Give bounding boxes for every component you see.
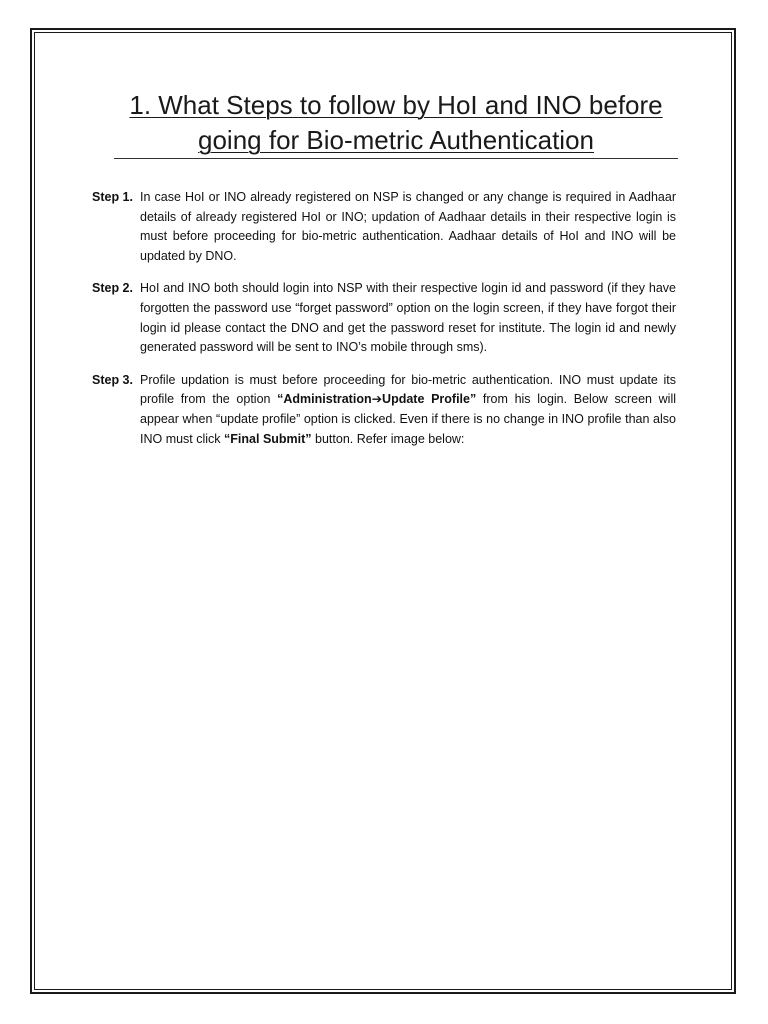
step-3-option-path: “Administration➔Update Profile” <box>277 392 477 407</box>
page-inner-border <box>34 32 732 990</box>
title-line-2: going for Bio-metric Authentication <box>198 125 594 155</box>
title-number: 1. <box>129 90 152 120</box>
step-2-label: Step 2. <box>92 281 133 296</box>
step-3-final-submit: “Final Submit” <box>224 431 312 446</box>
title-text-1: What Steps to follow by HoI and INO before <box>151 90 663 120</box>
step-1-label: Step 1. <box>92 190 133 204</box>
steps-list <box>92 188 676 462</box>
step-3-text-b: from his login. Below screen will appear when “update profile” option is clicked. Even if there is no change in INO profile than also INO must click <box>140 392 677 446</box>
step-2-text: HoI and INO both should login into NSP with their respective login id and password (if they have forgotten the password use “forget password” option on the login screen, if they have forgot their login id please contact the DNO and get the password reset for institute. The login id and newly generated password will be sent to INO’s mobile through sms). <box>140 281 676 355</box>
step-3 <box>92 371 676 449</box>
step-3-text-c: button. Refer image below: <box>311 431 465 446</box>
title-line-1 <box>114 88 678 123</box>
section-title <box>114 88 678 158</box>
step-1-text: In case HoI or INO already registered on NSP is changed or any change is required in Aadhaar details of already registered HoI or INO; updation of Aadhaar details in their respective login is must before proceeding for bio-metric authentication. Aadhaar details of HoI and INO will be updated by DNO. <box>140 190 676 263</box>
step-3-text-a: Profile updation is must before proceeding for bio-metric authentication. INO must update its profile from the option <box>140 372 676 407</box>
step-2 <box>92 279 676 357</box>
step-3-text <box>140 371 676 449</box>
step-1 <box>92 188 676 266</box>
step-3-label: Step 3. <box>92 372 133 387</box>
title-divider <box>114 158 678 159</box>
